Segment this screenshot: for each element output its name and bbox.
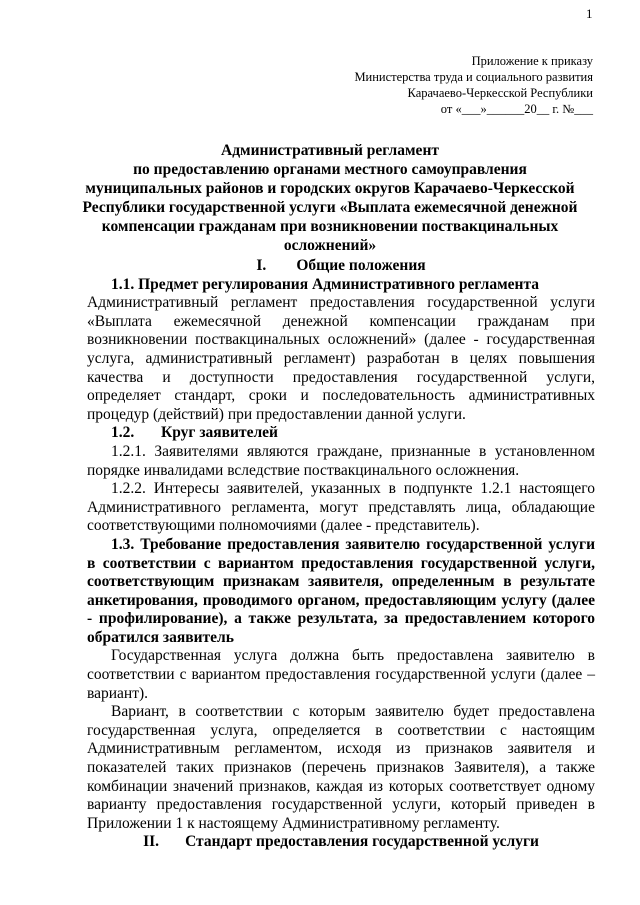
appendix-note [354,53,593,117]
title-body: по предоставлению органами местного самоуправления муниципальных районов и городских округов Карачаево-Черкесской Республики государственной услуги «Выплата ежемесячной денежной компенсации гражданам при возникновении поствакцинальных осложнений» [82,161,578,254]
appendix-line: Министерства труда и социального развития [354,70,593,84]
page-number: 1 [586,6,593,21]
section-title: Общие положения [296,257,426,274]
document-title [80,141,580,255]
appendix-line: Карачаево-Черкесской Республики [407,86,593,100]
section-1-heading [87,257,595,276]
section-number: II. [143,833,160,851]
section-title: Стандарт предоставления государственной услуги [185,833,539,851]
subsection-1-1-heading: 1.1. Предмет регулирования Административного регламента [111,275,540,293]
subsection-1-2-heading [87,424,595,443]
appendix-line: от «___»______20__ г. №___ [440,102,593,116]
appendix-line: Приложение к приказу [471,54,593,68]
paragraph: Государственная услуга должна быть предоставлена заявителю в соответствии с вариантом предоставления государственной услуги (далее – вариант). [87,647,595,702]
section-2-heading [87,833,595,852]
paragraph: 1.2.1. Заявителями являются граждане, признанные в установленном порядке инвалидами вследствие поствакцинального осложнения. [87,442,595,479]
document-body [87,257,595,852]
title-heading: Административный регламент [221,142,439,159]
paragraph: 1.2.2. Интересы заявителей, указанных в подпункте 1.2.1 настоящего Административного регламента, могут представлять лица, обладающие соответствующими полномочиями (далее - представитель). [87,480,595,535]
paragraph: Административный регламент предоставления государственной услуги «Выплата ежемесячной денежной компенсации гражданам при возникновении поствакцинальных осложнений» (далее - государственная услуга, административный регламент) разработан в целях повышения качества и доступности предоставления государственной услуги, определяет стандарт, сроки и последовательность административных процедур (действий) при предоставлении данной услуги. [87,294,595,423]
subsection-number: 1.2. [111,424,135,442]
paragraph: Вариант, в соответствии с которым заявителю будет предоставлена государственная услуга, определяется в соответствии с настоящим Административным регламентом, исходя из признаков заявителя и показателей таких признаков (перечень признаков Заявителя), а также комбинации значений признаков, каждая из которых соответствует одному варианту предоставления государственной услуги, который приведен в Приложении 1 к настоящему Административному регламенту. [87,703,595,832]
subsection-1-3-heading: 1.3. Требование предоставления заявителю государственной услуги в соответствии с вариантом предоставления государственной услуги, соответствующим признакам заявителя, определенным в результате анкетирования, проводимого органом, предоставляющим услугу (далее - профилирование), а также результата, за предоставлением которого обратился заявитель [87,535,595,646]
section-number: I. [256,257,267,274]
subsection-title: Круг заявителей [161,424,278,442]
